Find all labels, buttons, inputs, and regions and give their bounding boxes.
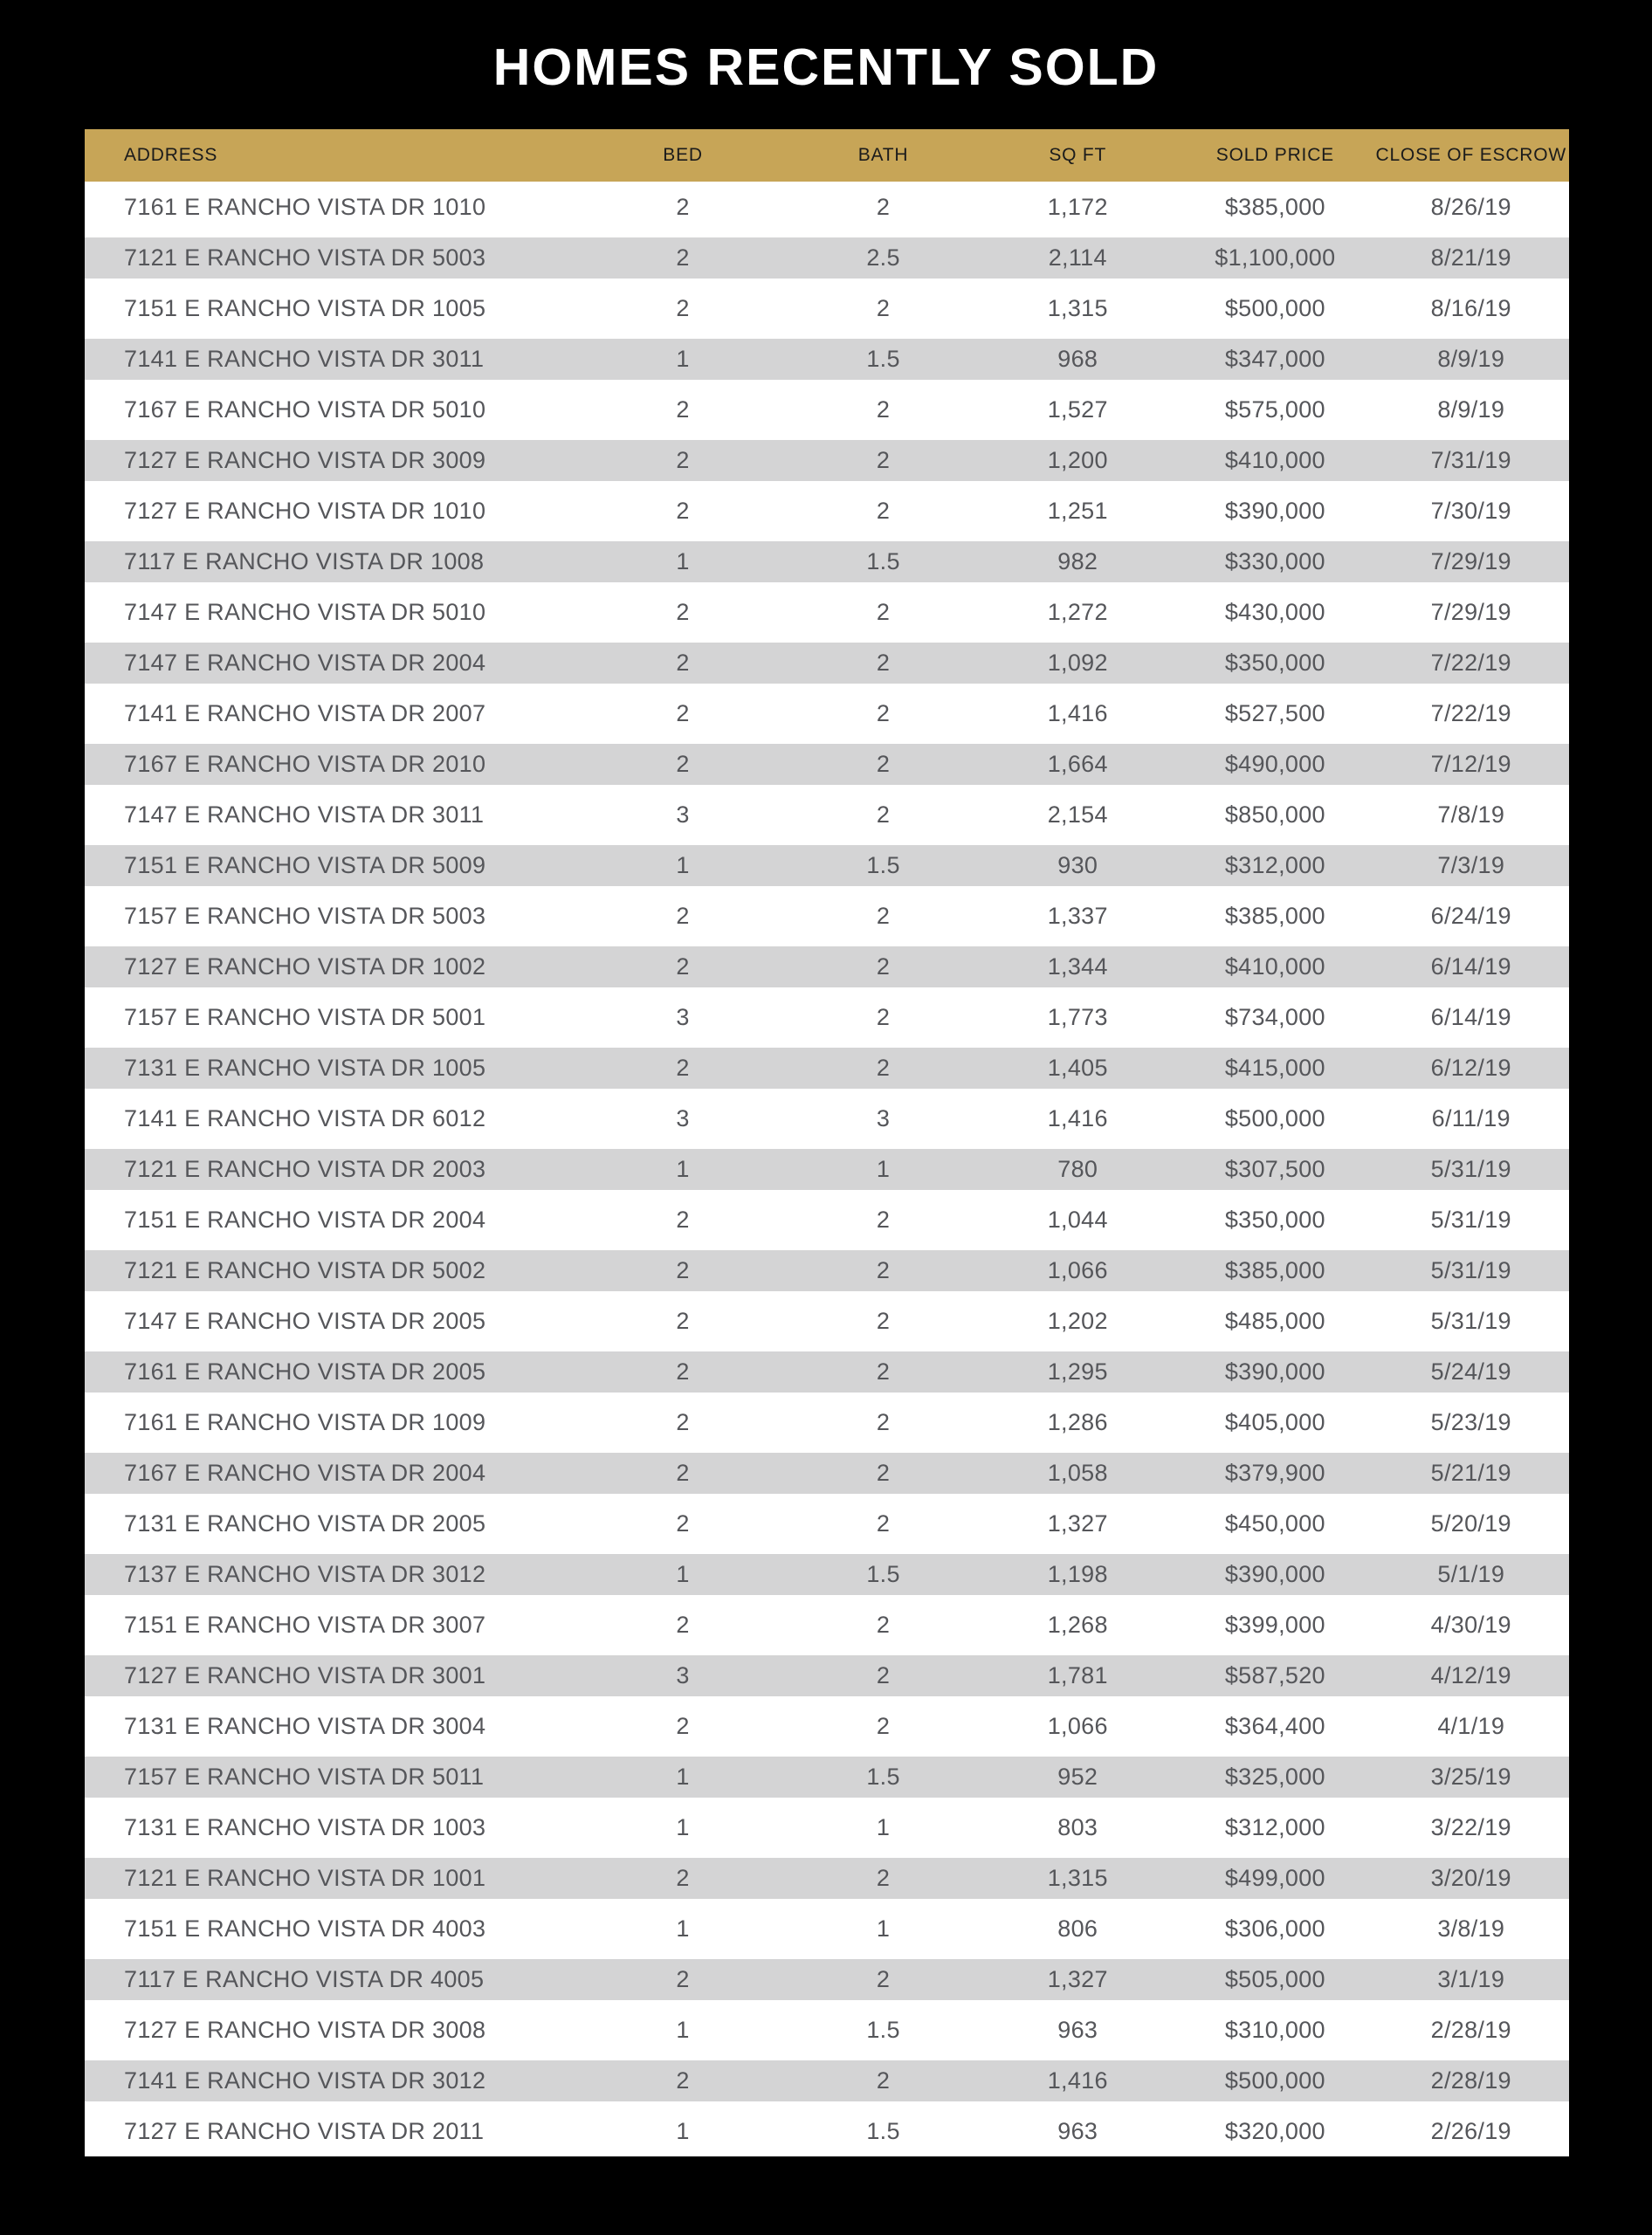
price-cell: $505,000 (1224, 1966, 1325, 1992)
bath-cell: 2 (876, 1003, 891, 1030)
address-cell: 7131 E RANCHO VISTA DR 1005 (124, 1055, 486, 1081)
bed-cell: 2 (676, 244, 690, 271)
table-row (85, 1397, 1569, 1448)
price-cell: $450,000 (1224, 1509, 1325, 1537)
table-row (85, 688, 1569, 739)
address-cell: 7121 E RANCHO VISTA DR 5002 (124, 1257, 486, 1283)
bed-cell: 1 (676, 346, 690, 372)
price-cell: $350,000 (1224, 650, 1325, 676)
sqft-cell: 803 (1057, 1813, 1098, 1840)
price-cell: $325,000 (1224, 1764, 1325, 1790)
bath-cell: 2 (876, 447, 891, 473)
price-cell: $410,000 (1224, 953, 1325, 980)
table-row (85, 1144, 1569, 1194)
escrow-cell: 3/8/19 (1437, 1915, 1505, 1942)
table-row (85, 1701, 1569, 1751)
bed-cell: 2 (676, 395, 690, 423)
sqft-cell: 2,114 (1048, 244, 1107, 271)
price-cell: $385,000 (1224, 1257, 1325, 1283)
table-row (85, 637, 1569, 688)
table-row (85, 587, 1569, 637)
sqft-cell: 1,200 (1047, 447, 1108, 473)
escrow-cell: 6/14/19 (1430, 1003, 1511, 1030)
escrow-cell: 7/31/19 (1430, 447, 1511, 473)
address-cell: 7157 E RANCHO VISTA DR 5001 (124, 1003, 486, 1030)
bed-cell: 2 (676, 1358, 690, 1385)
bath-cell: 2 (876, 497, 891, 524)
table-row (85, 941, 1569, 992)
table-row (85, 1650, 1569, 1701)
sqft-cell: 806 (1057, 1915, 1098, 1942)
table-row (85, 1448, 1569, 1498)
price-cell: $850,000 (1224, 801, 1325, 828)
address-cell: 7147 E RANCHO VISTA DR 2005 (124, 1307, 486, 1334)
sqft-cell: 1,066 (1047, 1712, 1108, 1739)
escrow-cell: 6/24/19 (1430, 902, 1511, 929)
col-header-sold-price: SOLD PRICE (1215, 145, 1334, 165)
price-cell: $430,000 (1224, 598, 1325, 625)
bed-cell: 2 (676, 1055, 690, 1081)
bed-cell: 2 (676, 1611, 690, 1638)
price-cell: $312,000 (1224, 1813, 1325, 1840)
bath-cell: 2 (876, 1055, 891, 1081)
address-cell: 7121 E RANCHO VISTA DR 5003 (124, 244, 486, 271)
price-cell: $307,500 (1224, 1156, 1325, 1182)
escrow-cell: 7/12/19 (1430, 751, 1511, 777)
bath-cell: 2 (876, 751, 891, 777)
bath-cell: 2 (876, 1307, 891, 1334)
sqft-cell: 1,416 (1047, 1104, 1108, 1131)
address-cell: 7161 E RANCHO VISTA DR 1009 (124, 1408, 486, 1435)
sqft-cell: 1,327 (1047, 1509, 1108, 1537)
table-row (85, 992, 1569, 1042)
bath-cell: 1.5 (866, 1561, 900, 1587)
bed-cell: 2 (676, 1509, 690, 1537)
escrow-cell: 6/11/19 (1431, 1104, 1511, 1131)
bath-cell: 2 (876, 801, 891, 828)
escrow-cell: 5/24/19 (1430, 1358, 1511, 1385)
table-row (85, 1042, 1569, 1093)
table-row (85, 891, 1569, 941)
bed-cell: 1 (676, 1561, 690, 1587)
escrow-cell: 3/20/19 (1430, 1865, 1511, 1891)
bed-cell: 2 (676, 1257, 690, 1283)
sqft-cell: 963 (1057, 2117, 1098, 2144)
sqft-cell: 1,781 (1047, 1662, 1108, 1688)
price-cell: $399,000 (1224, 1611, 1325, 1638)
address-cell: 7141 E RANCHO VISTA DR 3012 (124, 2067, 486, 2094)
price-cell: $379,900 (1224, 1460, 1325, 1486)
address-cell: 7151 E RANCHO VISTA DR 3007 (124, 1611, 486, 1638)
price-cell: $587,520 (1224, 1662, 1325, 1688)
bath-cell: 1.5 (866, 2016, 900, 2043)
escrow-cell: 8/26/19 (1430, 193, 1511, 220)
bath-cell: 1.5 (866, 2117, 900, 2144)
bath-cell: 2 (876, 1206, 891, 1233)
sqft-cell: 1,315 (1047, 294, 1108, 321)
sqft-cell: 968 (1057, 346, 1098, 372)
bath-cell: 2 (876, 193, 891, 220)
bath-cell: 2 (876, 1358, 891, 1385)
bath-cell: 2 (876, 699, 891, 726)
bath-cell: 2 (876, 1509, 891, 1537)
sqft-cell: 963 (1057, 2016, 1098, 2043)
escrow-cell: 4/1/19 (1437, 1712, 1505, 1739)
address-cell: 7141 E RANCHO VISTA DR 3011 (124, 346, 485, 372)
bed-cell: 3 (676, 1662, 690, 1688)
bed-cell: 2 (676, 1460, 690, 1486)
bed-cell: 2 (676, 1408, 690, 1435)
bath-cell: 2 (876, 1460, 891, 1486)
homes-sold-table (85, 129, 1569, 2156)
table-row (85, 1296, 1569, 1346)
price-cell: $500,000 (1224, 1104, 1325, 1131)
escrow-cell: 7/22/19 (1430, 699, 1511, 726)
table-row (85, 1194, 1569, 1245)
address-cell: 7127 E RANCHO VISTA DR 1010 (124, 497, 486, 524)
bath-cell: 1.5 (866, 852, 900, 878)
table-row (85, 1751, 1569, 1802)
bath-cell: 1 (876, 1915, 891, 1942)
escrow-cell: 5/20/19 (1430, 1509, 1511, 1537)
bath-cell: 2 (876, 2067, 891, 2094)
price-cell: $410,000 (1224, 447, 1325, 473)
price-cell: $485,000 (1224, 1307, 1325, 1334)
escrow-cell: 8/21/19 (1430, 244, 1511, 271)
bath-cell: 2 (876, 1662, 891, 1688)
escrow-cell: 7/29/19 (1430, 598, 1511, 625)
table-row (85, 485, 1569, 536)
escrow-cell: 3/25/19 (1430, 1764, 1511, 1790)
bed-cell: 3 (676, 1104, 690, 1131)
price-cell: $320,000 (1224, 2117, 1325, 2144)
price-cell: $350,000 (1224, 1206, 1325, 1233)
escrow-cell: 5/23/19 (1430, 1408, 1511, 1435)
bath-cell: 2 (876, 1408, 891, 1435)
address-cell: 7151 E RANCHO VISTA DR 2004 (124, 1206, 486, 1233)
table-row (85, 1346, 1569, 1397)
bath-cell: 2 (876, 902, 891, 929)
address-cell: 7161 E RANCHO VISTA DR 2005 (124, 1358, 486, 1385)
sqft-cell: 780 (1057, 1156, 1098, 1182)
table-row (85, 182, 1569, 232)
bed-cell: 2 (676, 1966, 690, 1992)
address-cell: 7127 E RANCHO VISTA DR 3009 (124, 447, 486, 473)
escrow-cell: 6/14/19 (1430, 953, 1511, 980)
sqft-cell: 1,527 (1047, 395, 1108, 423)
table-row (85, 2055, 1569, 2106)
bed-cell: 2 (676, 2067, 690, 2094)
address-cell: 7151 E RANCHO VISTA DR 5009 (124, 852, 486, 878)
sqft-cell: 1,286 (1047, 1408, 1108, 1435)
table-row (85, 739, 1569, 789)
address-cell: 7167 E RANCHO VISTA DR 2004 (124, 1460, 486, 1486)
bath-cell: 2 (876, 294, 891, 321)
sqft-cell: 1,251 (1047, 497, 1108, 524)
bath-cell: 2 (876, 1966, 891, 1992)
sqft-cell: 1,664 (1047, 751, 1108, 777)
table-row (85, 840, 1569, 891)
table-row (85, 1093, 1569, 1144)
escrow-cell: 5/31/19 (1430, 1206, 1511, 1233)
price-cell: $306,000 (1224, 1915, 1325, 1942)
address-cell: 7127 E RANCHO VISTA DR 3008 (124, 2016, 486, 2043)
escrow-cell: 7/3/19 (1437, 852, 1505, 878)
bath-cell: 2 (876, 395, 891, 423)
bath-cell: 1.5 (866, 548, 900, 574)
sqft-cell: 1,327 (1047, 1966, 1108, 1992)
sqft-cell: 1,202 (1047, 1307, 1108, 1334)
sqft-cell: 1,773 (1047, 1003, 1108, 1030)
price-cell: $499,000 (1224, 1865, 1325, 1891)
table-row (85, 1954, 1569, 2005)
bed-cell: 2 (676, 1865, 690, 1891)
bed-cell: 1 (676, 2117, 690, 2144)
price-cell: $575,000 (1224, 395, 1325, 423)
escrow-cell: 7/29/19 (1430, 548, 1511, 574)
price-cell: $390,000 (1224, 1358, 1325, 1385)
col-header-sqft: SQ FT (1049, 145, 1107, 165)
bath-cell: 2 (876, 1712, 891, 1739)
table-row (85, 2005, 1569, 2055)
escrow-cell: 5/21/19 (1430, 1460, 1511, 1486)
address-cell: 7137 E RANCHO VISTA DR 3012 (124, 1561, 486, 1587)
price-cell: $405,000 (1224, 1408, 1325, 1435)
escrow-cell: 7/22/19 (1430, 650, 1511, 676)
sqft-cell: 1,416 (1047, 2067, 1108, 2094)
bath-cell: 2 (876, 650, 891, 676)
address-cell: 7157 E RANCHO VISTA DR 5003 (124, 902, 486, 929)
escrow-cell: 7/30/19 (1430, 497, 1511, 524)
price-cell: $500,000 (1224, 2067, 1325, 2094)
sqft-cell: 1,405 (1047, 1055, 1108, 1081)
price-cell: $330,000 (1224, 548, 1325, 574)
escrow-cell: 7/8/19 (1437, 801, 1505, 828)
sqft-cell: 1,172 (1047, 193, 1108, 220)
sqft-cell: 1,268 (1047, 1611, 1108, 1638)
address-cell: 7151 E RANCHO VISTA DR 1005 (124, 294, 486, 321)
price-cell: $385,000 (1224, 193, 1325, 220)
bed-cell: 2 (676, 699, 690, 726)
escrow-cell: 3/22/19 (1430, 1813, 1511, 1840)
bath-cell: 2 (876, 1257, 891, 1283)
address-cell: 7121 E RANCHO VISTA DR 1001 (124, 1865, 486, 1891)
address-cell: 7127 E RANCHO VISTA DR 3001 (124, 1662, 486, 1688)
sqft-cell: 1,295 (1047, 1358, 1108, 1385)
bath-cell: 3 (876, 1104, 891, 1131)
table-row (85, 1549, 1569, 1599)
bed-cell: 2 (676, 1712, 690, 1739)
bed-cell: 1 (676, 1813, 690, 1840)
price-cell: $347,000 (1224, 346, 1325, 372)
table-row (85, 1853, 1569, 1903)
table-row (85, 536, 1569, 587)
bed-cell: 3 (676, 1003, 690, 1030)
bed-cell: 2 (676, 1206, 690, 1233)
escrow-cell: 8/9/19 (1437, 346, 1505, 372)
bed-cell: 2 (676, 902, 690, 929)
table-row (85, 283, 1569, 334)
sqft-cell: 1,315 (1047, 1865, 1108, 1891)
escrow-cell: 5/31/19 (1430, 1156, 1511, 1182)
bed-cell: 1 (676, 852, 690, 878)
bath-cell: 2 (876, 1611, 891, 1638)
bed-cell: 2 (676, 953, 690, 980)
address-cell: 7151 E RANCHO VISTA DR 4003 (124, 1915, 486, 1942)
col-header-bath: BATH (857, 145, 909, 165)
bed-cell: 1 (676, 548, 690, 574)
escrow-cell: 5/1/19 (1437, 1561, 1505, 1587)
bed-cell: 2 (676, 598, 690, 625)
bed-cell: 2 (676, 294, 690, 321)
sqft-cell: 1,044 (1047, 1206, 1108, 1233)
address-cell: 7131 E RANCHO VISTA DR 3004 (124, 1712, 486, 1739)
bed-cell: 1 (676, 1764, 690, 1790)
bath-cell: 1.5 (866, 346, 900, 372)
escrow-cell: 3/1/19 (1437, 1966, 1505, 1992)
escrow-cell: 6/12/19 (1430, 1055, 1511, 1081)
col-header-bed: BED (663, 145, 703, 165)
address-cell: 7147 E RANCHO VISTA DR 2004 (124, 650, 486, 676)
bed-cell: 1 (676, 1156, 690, 1182)
table-row (85, 1599, 1569, 1650)
price-cell: $1,100,000 (1215, 244, 1336, 271)
price-cell: $364,400 (1224, 1712, 1325, 1739)
sqft-cell: 1,058 (1047, 1460, 1108, 1486)
address-cell: 7161 E RANCHO VISTA DR 1010 (124, 193, 486, 220)
table-row (85, 1802, 1569, 1853)
table-row (85, 1245, 1569, 1296)
bed-cell: 1 (676, 2016, 690, 2043)
address-cell: 7141 E RANCHO VISTA DR 2007 (124, 699, 486, 726)
escrow-cell: 5/31/19 (1430, 1307, 1511, 1334)
price-cell: $500,000 (1224, 294, 1325, 321)
address-cell: 7167 E RANCHO VISTA DR 5010 (124, 395, 486, 423)
table-row (85, 435, 1569, 485)
sqft-cell: 930 (1057, 852, 1098, 878)
address-cell: 7127 E RANCHO VISTA DR 2011 (124, 2117, 485, 2144)
table-header-row (85, 129, 1569, 182)
address-cell: 7121 E RANCHO VISTA DR 2003 (124, 1156, 486, 1182)
bed-cell: 2 (676, 447, 690, 473)
table-row (85, 1498, 1569, 1549)
escrow-cell: 2/28/19 (1430, 2067, 1511, 2094)
bed-cell: 2 (676, 1307, 690, 1334)
address-cell: 7167 E RANCHO VISTA DR 2010 (124, 751, 486, 777)
escrow-cell: 8/16/19 (1430, 294, 1511, 321)
price-cell: $312,000 (1224, 852, 1325, 878)
price-cell: $385,000 (1224, 902, 1325, 929)
sqft-cell: 1,416 (1047, 699, 1108, 726)
bath-cell: 2 (876, 598, 891, 625)
bed-cell: 2 (676, 650, 690, 676)
escrow-cell: 8/9/19 (1437, 395, 1505, 423)
bed-cell: 2 (676, 193, 690, 220)
bath-cell: 1 (876, 1813, 891, 1840)
sqft-cell: 1,272 (1047, 598, 1108, 625)
price-cell: $490,000 (1224, 751, 1325, 777)
sqft-cell: 1,066 (1047, 1257, 1108, 1283)
bath-cell: 2 (876, 1865, 891, 1891)
bath-cell: 2 (876, 953, 891, 980)
address-cell: 7127 E RANCHO VISTA DR 1002 (124, 953, 486, 980)
table-row (85, 384, 1569, 435)
address-cell: 7131 E RANCHO VISTA DR 1003 (124, 1813, 486, 1840)
address-cell: 7117 E RANCHO VISTA DR 1008 (124, 548, 485, 574)
page-title: HOMES RECENTLY SOLD (492, 38, 1160, 96)
table-body (85, 182, 1569, 2156)
bed-cell: 2 (676, 497, 690, 524)
sqft-cell: 1,344 (1047, 953, 1108, 980)
bath-cell: 1 (876, 1156, 891, 1182)
sqft-cell: 982 (1057, 548, 1098, 574)
address-cell: 7117 E RANCHO VISTA DR 4005 (124, 1966, 485, 1992)
col-header-close-of-escrow: CLOSE OF ESCROW (1375, 145, 1567, 165)
bed-cell: 3 (676, 801, 690, 828)
sqft-cell: 1,337 (1047, 902, 1108, 929)
col-header-address: ADDRESS (124, 145, 218, 165)
sqft-cell: 952 (1057, 1764, 1098, 1790)
table-row (85, 334, 1569, 384)
escrow-cell: 4/12/19 (1430, 1662, 1511, 1688)
address-cell: 7147 E RANCHO VISTA DR 3011 (124, 801, 485, 828)
address-cell: 7141 E RANCHO VISTA DR 6012 (124, 1104, 486, 1131)
bath-cell: 2.5 (866, 244, 900, 271)
price-cell: $415,000 (1224, 1055, 1325, 1081)
bed-cell: 2 (676, 751, 690, 777)
escrow-cell: 5/31/19 (1430, 1257, 1511, 1283)
sqft-cell: 2,154 (1047, 801, 1108, 828)
table-row (85, 2106, 1569, 2156)
table-row (85, 1903, 1569, 1954)
address-cell: 7147 E RANCHO VISTA DR 5010 (124, 598, 486, 625)
address-cell: 7157 E RANCHO VISTA DR 5011 (124, 1764, 485, 1790)
price-cell: $734,000 (1224, 1003, 1325, 1030)
price-cell: $390,000 (1224, 497, 1325, 524)
address-cell: 7131 E RANCHO VISTA DR 2005 (124, 1509, 486, 1537)
price-cell: $527,500 (1224, 699, 1325, 726)
price-cell: $390,000 (1224, 1561, 1325, 1587)
escrow-cell: 2/26/19 (1430, 2117, 1511, 2144)
table-row (85, 232, 1569, 283)
bed-cell: 1 (676, 1915, 690, 1942)
price-cell: $310,000 (1224, 2016, 1325, 2043)
escrow-cell: 2/28/19 (1430, 2016, 1511, 2043)
escrow-cell: 4/30/19 (1430, 1611, 1511, 1638)
bath-cell: 1.5 (866, 1764, 900, 1790)
sqft-cell: 1,198 (1047, 1561, 1108, 1587)
sqft-cell: 1,092 (1047, 650, 1108, 676)
table-row (85, 789, 1569, 840)
